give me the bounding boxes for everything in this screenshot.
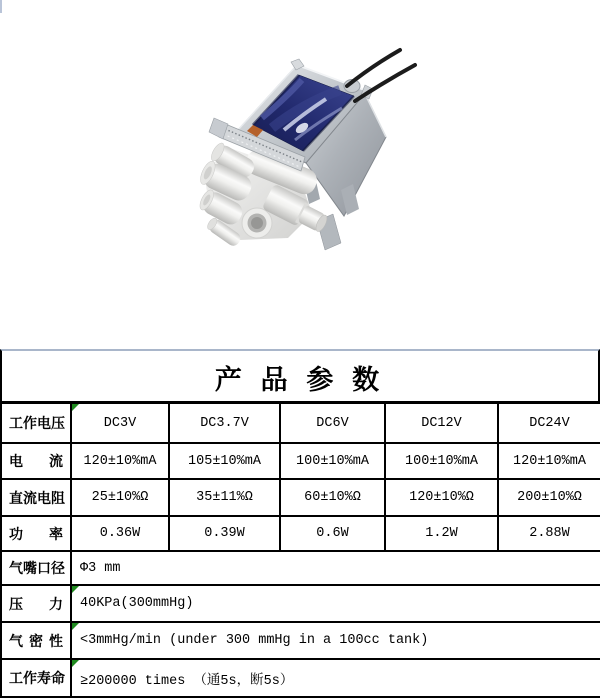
page-edge-line (0, 0, 2, 13)
param-value-cell: 35±11%Ω (169, 479, 280, 516)
table-row (1, 403, 600, 443)
wire-right (355, 65, 415, 101)
product-photo (0, 0, 600, 349)
param-value-cell: DC3.7V (169, 403, 280, 443)
param-value-cell: 2.88W (498, 516, 600, 551)
param-value-cell: 120±10%mA (498, 443, 600, 479)
cell-text: <3mmHg/min (under 300 mmHg in a 100cc tank) (80, 633, 429, 648)
param-value-cell (71, 585, 600, 622)
spec-table (0, 402, 600, 698)
table-row (1, 659, 600, 697)
excel-flag-icon (72, 660, 79, 667)
param-value-cell: DC24V (498, 403, 600, 443)
param-value-cell: 100±10%mA (385, 443, 498, 479)
table-row (1, 516, 600, 551)
table-row (1, 479, 600, 516)
param-label-cell: 气密性 (1, 622, 71, 659)
solenoid-valve-illustration (0, 0, 600, 349)
param-value-cell: 120±10%Ω (385, 479, 498, 516)
param-value-cell: 0.36W (71, 516, 169, 551)
param-value-cell: 0.39W (169, 516, 280, 551)
param-value-cell (71, 403, 169, 443)
cell-text: DC3V (103, 415, 137, 431)
cell-text: ≥200000 times （通5s，断5s） (80, 673, 294, 689)
product-parameters-section (0, 349, 600, 698)
param-label-cell: 气嘴口径 (1, 551, 71, 585)
param-value-cell: 60±10%Ω (280, 479, 385, 516)
param-value-cell: 200±10%Ω (498, 479, 600, 516)
param-value-cell: 25±10%Ω (71, 479, 169, 516)
param-value-cell: DC12V (385, 403, 498, 443)
param-value-cell: 100±10%mA (280, 443, 385, 479)
table-row (1, 443, 600, 479)
param-label-cell: 电流 (1, 443, 71, 479)
param-value-cell: DC6V (280, 403, 385, 443)
param-value-cell (71, 659, 600, 697)
param-label-cell: 工作寿命 (1, 659, 71, 697)
table-title: 产 品 参 数 (0, 349, 600, 402)
param-value-cell (71, 622, 600, 659)
excel-flag-icon (72, 623, 79, 630)
excel-flag-icon (72, 586, 79, 593)
table-row (1, 585, 600, 622)
param-value-cell: 1.2W (385, 516, 498, 551)
table-row (1, 551, 600, 585)
param-value-cell: 120±10%mA (71, 443, 169, 479)
wire-left (347, 50, 400, 86)
excel-flag-icon (72, 404, 79, 411)
cell-text: 40KPa(300mmHg) (80, 596, 194, 611)
param-value-cell: 0.6W (280, 516, 385, 551)
param-value-cell: Φ3 mm (71, 551, 600, 585)
param-label-cell: 功率 (1, 516, 71, 551)
param-label-cell: 压力 (1, 585, 71, 622)
param-label-cell: 直流电阻 (1, 479, 71, 516)
table-row (1, 622, 600, 659)
param-label-cell: 工作电压 (1, 403, 71, 443)
param-value-cell: 105±10%mA (169, 443, 280, 479)
